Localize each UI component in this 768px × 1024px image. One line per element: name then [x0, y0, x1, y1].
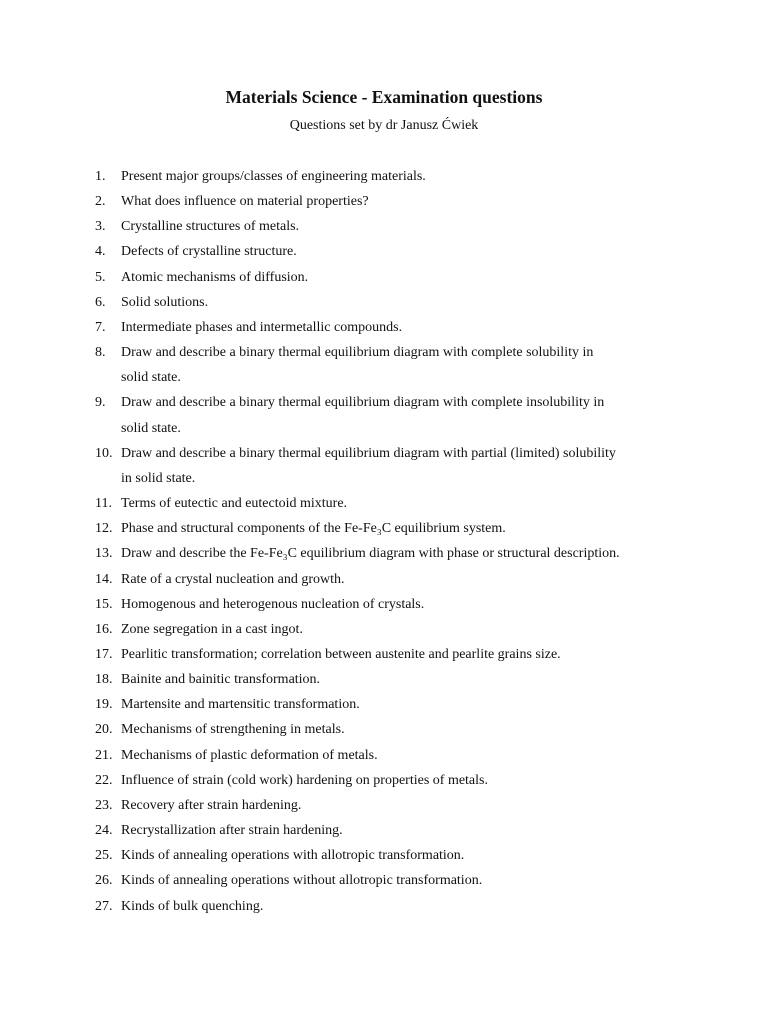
- question-number: 15.: [95, 596, 113, 612]
- question-text-line: Intermediate phases and intermetallic compounds.: [121, 319, 403, 335]
- question-number: 18.: [95, 672, 113, 688]
- question-item: [0, 340, 768, 390]
- question-text: [121, 717, 681, 742]
- question-text-line: Terms of eutectic and eutectoid mixture.: [121, 496, 348, 512]
- question-text: [121, 894, 681, 919]
- question-text-line: Recovery after strain hardening.: [121, 797, 302, 813]
- question-text-line: Phase and structural components of the Fe-Fe₃C equilibrium system.: [121, 521, 506, 537]
- question-item: [0, 818, 768, 843]
- question-number: 13.: [95, 546, 113, 562]
- question-number: 1.: [95, 169, 106, 184]
- question-number: 2.: [95, 194, 106, 210]
- question-number: 11.: [95, 496, 112, 512]
- question-number: 6.: [95, 294, 106, 310]
- question-text-line: Defects of crystalline structure.: [121, 244, 297, 260]
- question-number: 14.: [95, 571, 113, 587]
- question-text: [121, 692, 681, 717]
- question-text: [121, 491, 681, 516]
- question-item: [0, 541, 768, 566]
- question-item: [0, 214, 768, 239]
- question-number: 4.: [95, 244, 106, 260]
- question-text: [121, 743, 681, 768]
- question-item: [0, 642, 768, 667]
- question-number: 10.: [95, 445, 113, 461]
- question-text-line: Kinds of annealing operations without allotropic transformation.: [121, 873, 483, 889]
- question-text: [121, 818, 681, 843]
- question-number: 17.: [95, 646, 113, 662]
- question-number: 12.: [95, 521, 113, 537]
- question-text-line: Crystalline structures of metals.: [121, 219, 300, 235]
- question-text-line: Recrystallization after strain hardening.: [121, 823, 343, 839]
- question-text: [121, 239, 681, 264]
- question-text-line: Kinds of bulk quenching.: [121, 898, 264, 914]
- question-text-line: Pearlitic transformation; correlation between austenite and pearlite grains size.: [121, 646, 561, 662]
- question-text: [121, 164, 681, 189]
- question-text: [121, 390, 681, 440]
- question-text: [121, 516, 681, 541]
- question-text-line: Mechanisms of plastic deformation of metals.: [121, 747, 378, 763]
- question-text-line: Draw and describe a binary thermal equilibrium diagram with complete insolubility in: [121, 395, 605, 411]
- question-item: [0, 894, 768, 919]
- question-text-line: in solid state.: [121, 470, 196, 486]
- question-text: [121, 189, 681, 214]
- question-text-line: Martensite and martensitic transformation.: [121, 697, 360, 713]
- question-item: [0, 164, 768, 189]
- question-item: [0, 717, 768, 742]
- question-item: [0, 868, 768, 893]
- question-item: [0, 843, 768, 868]
- question-text: [121, 868, 681, 893]
- question-text-line: Kinds of annealing operations with allotropic transformation.: [121, 848, 465, 864]
- question-number: 9.: [95, 395, 106, 411]
- question-text: [121, 265, 681, 290]
- question-text-line: Bainite and bainitic transformation.: [121, 672, 321, 688]
- question-item: [0, 189, 768, 214]
- question-text-line: Mechanisms of strengthening in metals.: [121, 722, 345, 738]
- question-item: [0, 390, 768, 440]
- question-item: [0, 491, 768, 516]
- question-number: 16.: [95, 621, 113, 637]
- question-item: [0, 239, 768, 264]
- question-number: 22.: [95, 772, 113, 788]
- question-text-line: Draw and describe a binary thermal equilibrium diagram with partial (limited) solubility: [121, 445, 616, 461]
- question-number: 25.: [95, 848, 113, 864]
- question-text-line: solid state.: [121, 420, 181, 436]
- question-number: 23.: [95, 797, 113, 813]
- question-text: [121, 592, 681, 617]
- question-text-line: Atomic mechanisms of diffusion.: [121, 269, 309, 285]
- question-text-line: solid state.: [121, 370, 181, 386]
- question-text: [121, 290, 681, 315]
- question-text: [121, 793, 681, 818]
- question-number: 21.: [95, 747, 113, 763]
- question-number: 24.: [95, 823, 113, 839]
- question-item: [0, 315, 768, 340]
- question-text-line: Zone segregation in a cast ingot.: [121, 621, 303, 637]
- question-number: 19.: [95, 697, 113, 713]
- question-text-line: Solid solutions.: [121, 294, 209, 310]
- question-number: 27.: [95, 898, 113, 914]
- question-text-line: What does influence on material properties?: [121, 194, 369, 210]
- question-number: 20.: [95, 722, 113, 738]
- question-text-line: Influence of strain (cold work) hardening on properties of metals.: [121, 772, 488, 788]
- question-text: [121, 617, 681, 642]
- question-item: [0, 441, 768, 491]
- question-text: [121, 768, 681, 793]
- question-text-line: Present major groups/classes of engineering materials.: [121, 169, 426, 184]
- question-text-line: Draw and describe a binary thermal equilibrium diagram with complete solubility in: [121, 345, 594, 361]
- question-item: [0, 516, 768, 541]
- question-item: [0, 617, 768, 642]
- question-text-line: Draw and describe the Fe-Fe₃C equilibrium diagram with phase or structural description.: [121, 546, 620, 562]
- question-item: [0, 265, 768, 290]
- question-text: [121, 642, 681, 667]
- question-text-line: Rate of a crystal nucleation and growth.: [121, 571, 345, 587]
- question-item: [0, 768, 768, 793]
- question-number: 3.: [95, 219, 106, 235]
- question-item: [0, 567, 768, 592]
- question-item: [0, 692, 768, 717]
- question-text: [121, 441, 681, 491]
- question-number: 5.: [95, 269, 106, 285]
- question-item: [0, 592, 768, 617]
- question-list: [0, 164, 768, 919]
- question-text: [121, 340, 681, 390]
- question-number: 26.: [95, 873, 113, 889]
- question-number: 8.: [95, 345, 106, 361]
- question-text: [121, 214, 681, 239]
- question-text: [121, 315, 681, 340]
- question-text: [121, 843, 681, 868]
- question-text: [121, 541, 681, 566]
- question-item: [0, 793, 768, 818]
- question-item: [0, 290, 768, 315]
- question-item: [0, 667, 768, 692]
- document-subtitle: Questions set by dr Janusz Ćwiek: [289, 118, 479, 133]
- document-title: Materials Science - Examination questions: [225, 87, 543, 107]
- question-item: [0, 743, 768, 768]
- question-text: [121, 667, 681, 692]
- question-number: 7.: [95, 319, 106, 335]
- question-text-line: Homogenous and heterogenous nucleation of crystals.: [121, 596, 425, 612]
- question-text: [121, 567, 681, 592]
